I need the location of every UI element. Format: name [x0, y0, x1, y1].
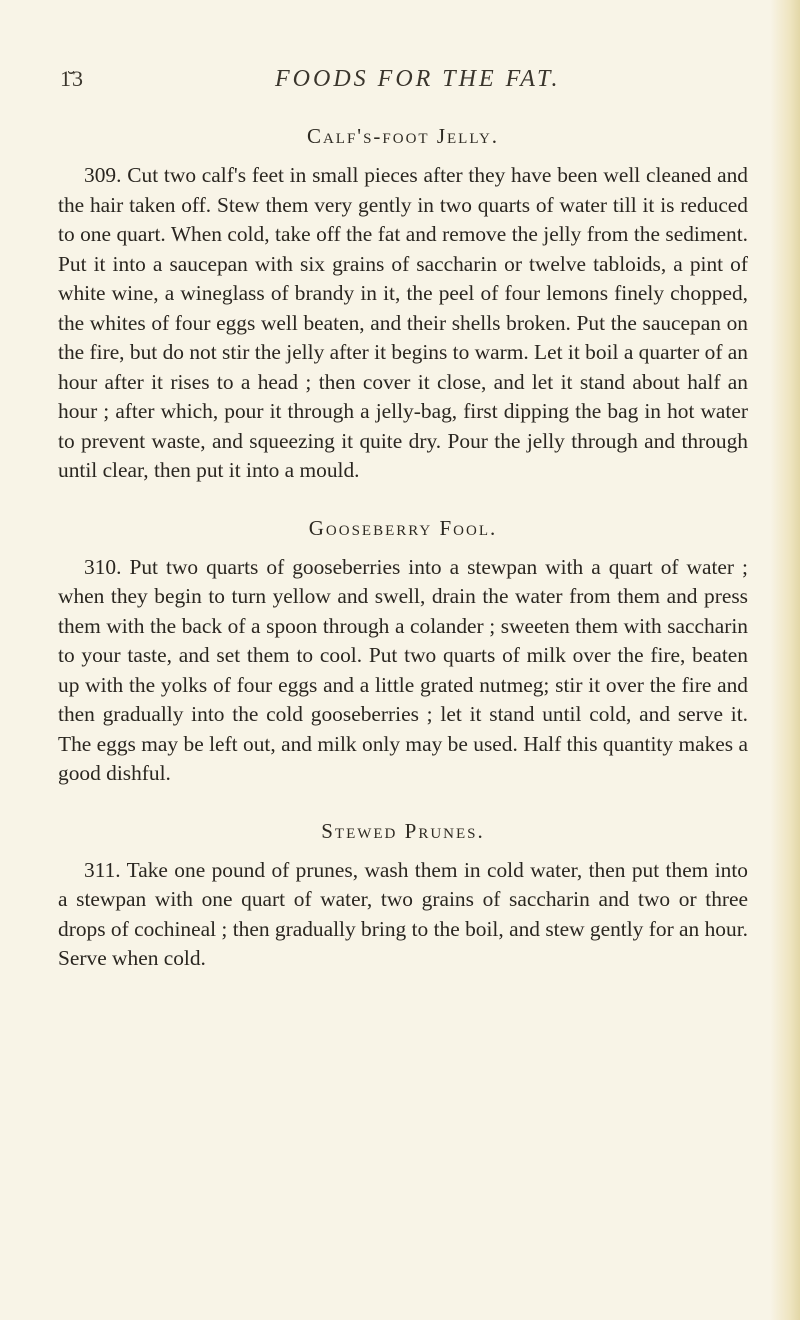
- recipe-number: 310.: [84, 554, 122, 579]
- recipe-paragraph: [58, 161, 748, 486]
- section-heading: Calf's-foot Jelly.: [306, 124, 500, 148]
- recipe-section-calfs-foot-jelly: [58, 124, 748, 486]
- recipe-paragraph: [58, 856, 748, 974]
- recipe-number: 309.: [84, 163, 122, 187]
- section-heading: Stewed Prunes.: [321, 818, 485, 843]
- recipe-text: Put two quarts of gooseberries into a stewpan with a quart of water ; when they begin to turn yellow and swell, drain the water from them and press them with the back of a spoon through a colander ; sweeten them with saccharin to your taste, and set them to cool. Put two quarts of milk over the fire, beaten up with the yolks of four eggs and a little grated nutmeg; stir it over the fire and then gradually into the cold gooseberries ; let it stand until cold, and serve it. The eggs may be left out, and milk only may be used. Half this quantity makes a good dishful.: [58, 554, 748, 785]
- recipe-section-stewed-prunes: [58, 819, 748, 974]
- running-title: FOODS FOR THE FAT.: [275, 66, 561, 92]
- recipe-section-gooseberry-fool: [58, 516, 748, 789]
- running-head: [60, 66, 700, 100]
- recipe-paragraph: [58, 553, 748, 789]
- recipe-text: Take one pound of prunes, wash them in cold water, then put them into a stewpan with one quart of water, two grains of saccharin and two or three drops of cochineal ; then gradually bring to the boil, and stew gently for an hour. Serve when cold.: [58, 857, 748, 970]
- page-content: [58, 124, 748, 1004]
- section-heading: Gooseberry Fool.: [308, 515, 498, 540]
- page-number: 1̆3: [60, 66, 84, 91]
- recipe-text: Cut two calf's feet in small pieces after they have been well cleaned and the hair taken off. Stew them very gently in two quarts of water till it is reduced to one quart. When cold, take off the fat and remove the jelly from the sediment. Put it into a saucepan with six grains of saccharin or twelve tabloids, a pint of white wine, a wineglass of brandy in it, the peel of four lemons finely chopped, the whites of four eggs well beaten, and their shells broken. Put the saucepan on the fire, but do not stir the jelly after it begins to warm. Let it boil a quarter of an hour after it rises to a head ; then cover it close, and let it stand about half an hour ; after which, pour it through a jelly-bag, first dipping the bag in hot water to prevent waste, and squeezing it quite dry. Pour the jelly through and through until clear, then put it into a mould.: [58, 163, 748, 482]
- recipe-number: 311.: [84, 857, 121, 882]
